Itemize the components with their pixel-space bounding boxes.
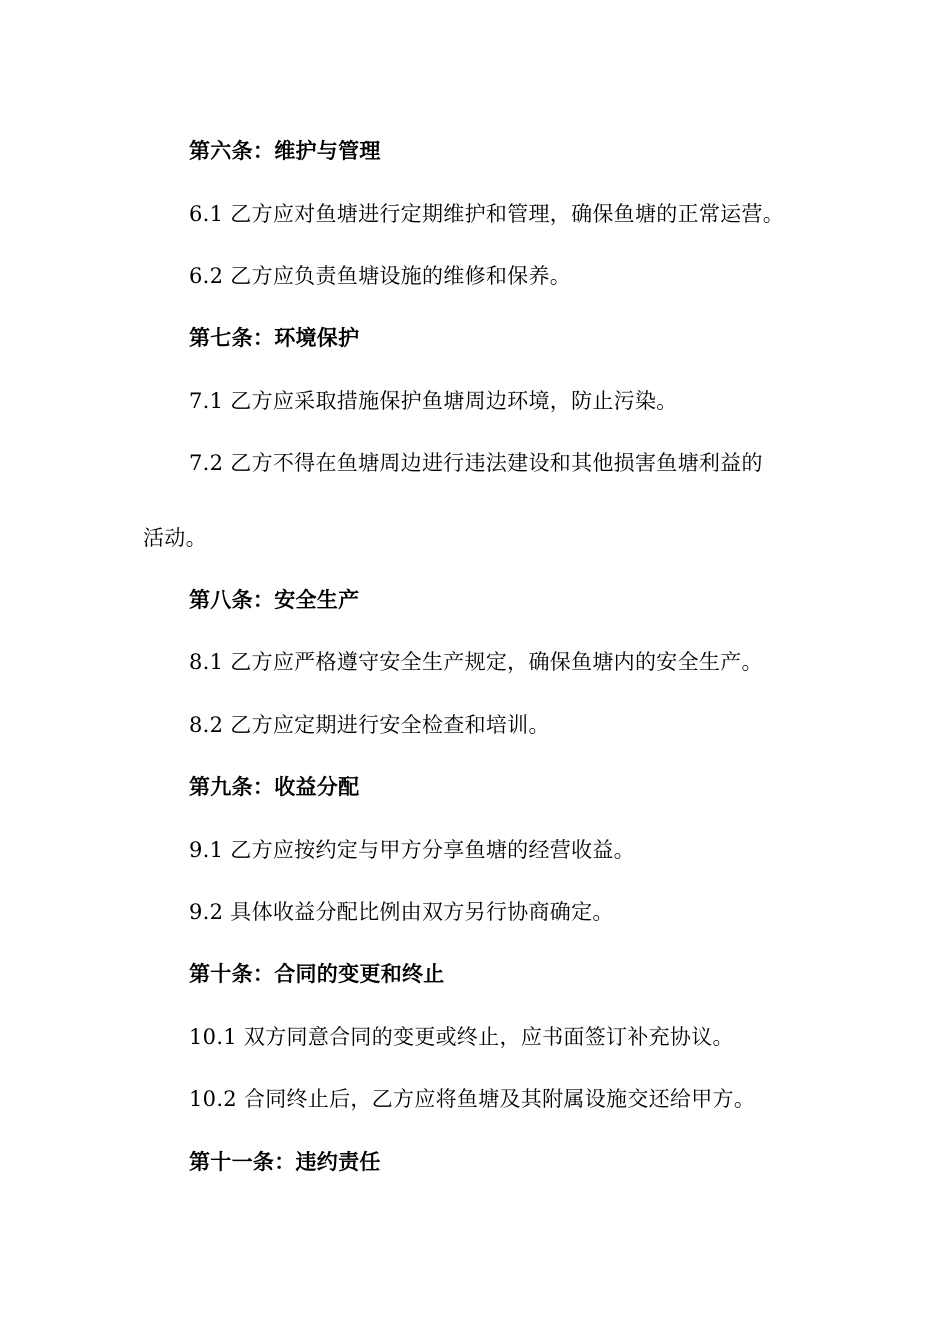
clause-7-2-continuation: 活动。	[143, 526, 207, 550]
clause-7-1: 7.1 乙方应采取措施保护鱼塘周边环境，防止污染。	[189, 389, 678, 413]
article-11-heading: 第十一条：违约责任	[189, 1150, 381, 1174]
article-7-heading: 第七条：环境保护	[189, 326, 360, 350]
clause-8-2: 8.2 乙方应定期进行安全检查和培训。	[189, 713, 550, 737]
article-10-heading: 第十条：合同的变更和终止	[189, 962, 445, 986]
clause-7-2: 7.2 乙方不得在鱼塘周边进行违法建设和其他损害鱼塘利益的	[189, 451, 763, 475]
article-6-heading: 第六条：维护与管理	[189, 139, 381, 163]
clause-6-2: 6.2 乙方应负责鱼塘设施的维修和保养。	[189, 264, 572, 288]
clause-8-1: 8.1 乙方应严格遵守安全生产规定，确保鱼塘内的安全生产。	[189, 650, 763, 674]
clause-6-1: 6.1 乙方应对鱼塘进行定期维护和管理，确保鱼塘的正常运营。	[189, 202, 785, 226]
clause-9-2: 9.2 具体收益分配比例由双方另行协商确定。	[189, 900, 614, 924]
clause-10-1: 10.1 双方同意合同的变更或终止，应书面签订补充协议。	[189, 1025, 734, 1049]
article-8-heading: 第八条：安全生产	[189, 588, 360, 612]
clause-9-1: 9.1 乙方应按约定与甲方分享鱼塘的经营收益。	[189, 838, 635, 862]
clause-10-2: 10.2 合同终止后，乙方应将鱼塘及其附属设施交还给甲方。	[189, 1087, 756, 1111]
article-9-heading: 第九条：收益分配	[189, 775, 360, 799]
